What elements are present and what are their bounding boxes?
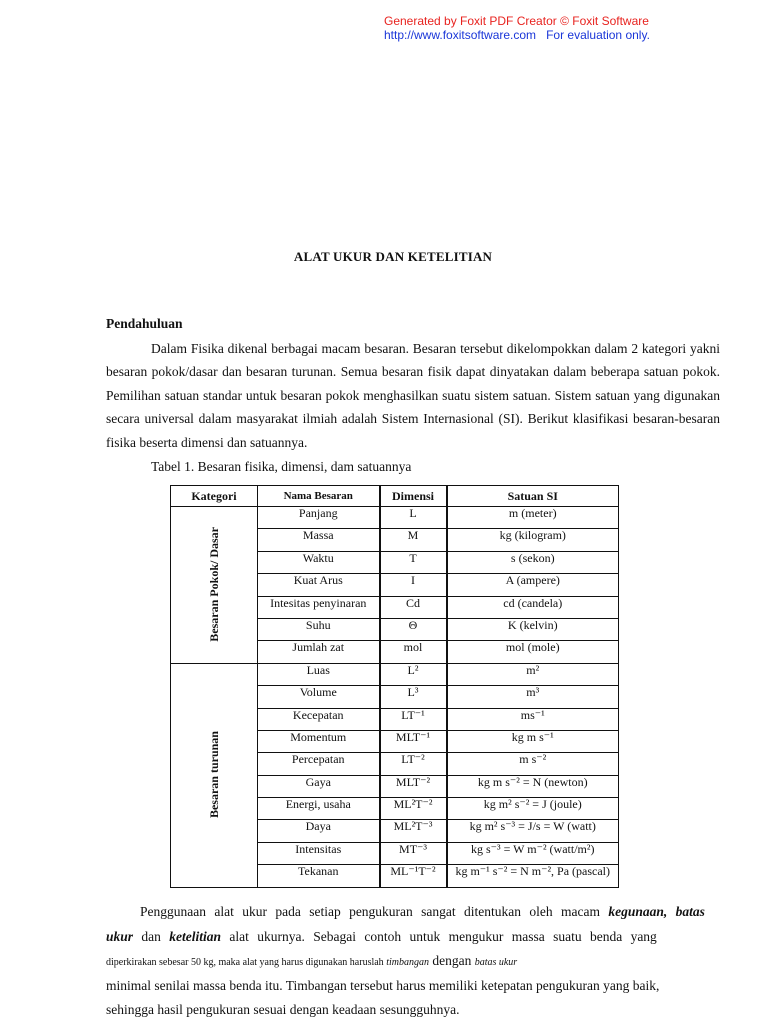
dimension-cell: MT⁻³ (380, 842, 447, 864)
emph-kegunaan: kegunaan, batas (608, 904, 705, 919)
dimension-cell: LT⁻² (380, 753, 447, 775)
dimension-cell: T (380, 551, 447, 573)
usage-text: minimal senilai massa benda itu. Timbangan tersebut harus memiliki ketepatan pengukuran yang baik, (106, 977, 660, 993)
usage-text: Penggunaan alat ukur pada setiap pengukuran sangat ditentukan oleh macam (140, 904, 609, 919)
header-nama: Nama Besaran (258, 486, 380, 507)
dimension-cell: L² (380, 663, 447, 685)
header-satuan: Satuan SI (447, 486, 619, 507)
quantity-name-cell: Kecepatan (258, 708, 380, 730)
quantity-name-cell: Intesitas penyinaran (258, 596, 380, 618)
dimension-cell: L³ (380, 686, 447, 708)
header-kategori: Kategori (171, 486, 258, 507)
si-unit-cell: m s⁻² (447, 753, 619, 775)
watermark-eval: For evaluation only. (546, 28, 650, 42)
intro-text: Dalam Fisika dikenal berbagai macam besaran. Besaran tersebut dikelompokkan dalam 2 kategori yakni besaran pokok/dasar dan besaran turunan. Semua besaran fisik dapat dinyatakan dalam beberapa satuan pokok. Pemilihan satuan standar untuk besaran pokok menghasilkan suatu sistem satuan. Sistem satuan yang digunakan secara universal dalam masyarakat ilmiah adalah Sistem Internasional (SI). Berikut klasifikasi besaran-besaran fisika beserta dimensi dan satuannya. (106, 341, 720, 450)
dimension-cell: mol (380, 641, 447, 663)
document-title: ALAT UKUR DAN KETELITIAN (293, 249, 493, 264)
category-label: Besaran Pokok/ Dasar (207, 526, 221, 642)
quantity-name-cell: Intensitas (258, 842, 380, 864)
si-unit-cell: kg (kilogram) (447, 529, 619, 551)
usage-text: sehingga hasil pengukuran sesuai dengan keadaan sesungguhnya. (106, 1002, 460, 1017)
quantity-name-cell: Volume (258, 686, 380, 708)
si-unit-cell: kg m² s⁻² = J (joule) (447, 798, 619, 820)
category-cell (171, 663, 258, 887)
si-unit-cell: mol (mole) (447, 641, 619, 663)
si-unit-cell: kg m s⁻¹ (447, 730, 619, 752)
si-unit-cell: m³ (447, 686, 619, 708)
section-heading: Pendahuluan (106, 316, 183, 331)
emph-ketelitian: ketelitian (169, 928, 222, 944)
quantity-name-cell: Panjang (258, 507, 380, 529)
quantity-name-cell: Suhu (258, 618, 380, 640)
emph-ukur: ukur (106, 928, 134, 944)
quantity-name-cell: Tekanan (258, 865, 380, 887)
si-unit-cell: kg s⁻³ = W m⁻² (watt/m²) (447, 842, 619, 864)
dimension-cell: I (380, 574, 447, 596)
usage-text: alat ukurnya. Sebagai contoh untuk mengukur massa suatu benda yang (221, 928, 657, 944)
si-unit-cell: ms⁻¹ (447, 708, 619, 730)
si-unit-cell: A (ampere) (447, 574, 619, 596)
dimension-cell: Θ (380, 618, 447, 640)
quantities-table (170, 485, 619, 888)
si-unit-cell: m (meter) (447, 507, 619, 529)
header-dimensi: Dimensi (380, 486, 447, 507)
emph-timbangan: timbangan (386, 957, 429, 968)
quantity-name-cell: Jumlah zat (258, 641, 380, 663)
si-unit-cell: s (sekon) (447, 551, 619, 573)
si-unit-cell: kg m⁻¹ s⁻² = N m⁻², Pa (pascal) (447, 865, 619, 887)
category-cell (171, 507, 258, 664)
si-unit-cell: m² (447, 663, 619, 685)
dimension-cell: Cd (380, 596, 447, 618)
quantity-name-cell: Gaya (258, 775, 380, 797)
quantity-name-cell: Massa (258, 529, 380, 551)
dimension-cell: ML⁻¹T⁻² (380, 865, 447, 887)
quantity-name-cell: Momentum (258, 730, 380, 752)
quantity-name-cell: Waktu (258, 551, 380, 573)
foxit-watermark (384, 14, 650, 42)
quantity-name-cell: Daya (258, 820, 380, 842)
si-unit-cell: cd (candela) (447, 596, 619, 618)
table-row (171, 663, 619, 685)
dimension-cell: L (380, 507, 447, 529)
emph-batas-ukur: batas ukur (474, 957, 518, 968)
si-unit-cell: K (kelvin) (447, 618, 619, 640)
watermark-line: Generated by Foxit PDF Creator © Foxit Software (384, 14, 649, 28)
dimension-cell: ML²T⁻³ (380, 820, 447, 842)
quantity-name-cell: Luas (258, 663, 380, 685)
si-unit-cell: kg m² s⁻³ = J/s = W (watt) (447, 820, 619, 842)
watermark-url[interactable]: http://www.foxitsoftware.com (384, 28, 537, 42)
dimension-cell: MLT⁻² (380, 775, 447, 797)
usage-paragraph (106, 900, 720, 1023)
si-unit-cell: kg m s⁻² = N (newton) (447, 775, 619, 797)
intro-paragraph (106, 337, 720, 454)
quantity-name-cell: Percepatan (258, 753, 380, 775)
usage-text: dan (133, 928, 170, 944)
dimension-cell: ML²T⁻² (380, 798, 447, 820)
dimension-cell: MLT⁻¹ (380, 730, 447, 752)
usage-text: dengan (428, 953, 475, 968)
dimension-cell: LT⁻¹ (380, 708, 447, 730)
quantity-name-cell: Kuat Arus (258, 574, 380, 596)
usage-text-small: diperkirakan sebesar 50 kg, maka alat yang harus digunakan haruslah (106, 957, 387, 968)
table-header-row (171, 486, 619, 507)
dimension-cell: M (380, 529, 447, 551)
quantity-name-cell: Energi, usaha (258, 798, 380, 820)
table-caption: Tabel 1. Besaran fisika, dimensi, dam satuannya (151, 459, 412, 474)
category-label: Besaran turunan (207, 730, 221, 818)
table-row (171, 507, 619, 529)
